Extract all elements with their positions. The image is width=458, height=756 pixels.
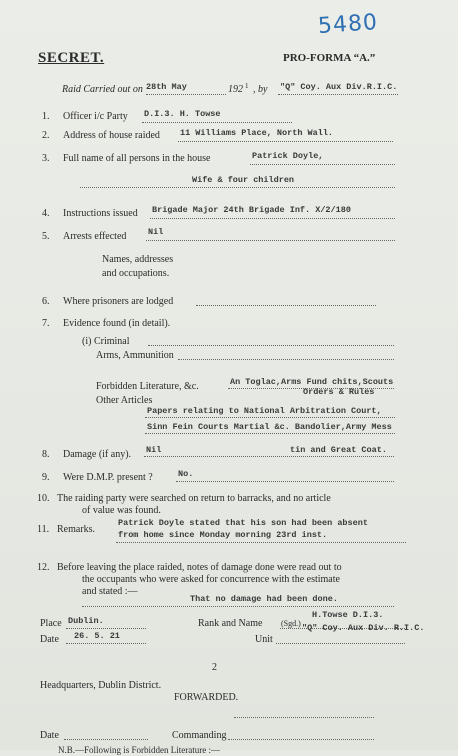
other-value: Papers relating to National Arbitration Court, — [147, 406, 382, 416]
raid-unit-line — [278, 94, 398, 95]
notes-line-2: the occupants who were asked for concurrence with the estimate — [82, 574, 340, 585]
item-2-number: 2. — [42, 130, 50, 141]
notes-line — [82, 606, 394, 607]
item-11-number: 11. — [37, 524, 50, 535]
item-7-number: 7. — [42, 318, 50, 329]
remarks-line — [116, 542, 406, 543]
address-value: 11 Williams Place, North Wall. — [180, 128, 334, 138]
persons-line-2 — [80, 187, 395, 188]
arrests-sub-2: and occupations. — [102, 268, 170, 279]
address-label: Address of house raided — [63, 130, 160, 141]
remarks-label: Remarks. — [57, 524, 96, 535]
unit-line — [276, 643, 405, 644]
arrests-sub-1: Names, addresses — [102, 254, 174, 265]
raid-year-prefix: 192 — [228, 84, 243, 95]
commanding-line — [228, 739, 374, 740]
item-3-number: 3. — [42, 153, 50, 164]
officer-value: D.I.3. H. Towse — [144, 109, 221, 119]
persons-value: Patrick Doyle, — [252, 151, 324, 161]
raid-unit: "Q" Coy. Aux Div.R.I.C. — [280, 82, 398, 92]
item-1-number: 1. — [42, 111, 50, 122]
dmp-label: Were D.M.P. present ? — [63, 472, 153, 483]
notes-line-1: Before leaving the place raided, notes of damage done were read out to — [57, 562, 342, 573]
dmp-value: No. — [178, 469, 194, 479]
item-12-number: 12. — [37, 562, 50, 573]
notes-value: That no damage had been done. — [190, 594, 338, 604]
persons-line — [250, 164, 395, 165]
rank-label: Rank and Name — [198, 618, 263, 629]
evidence-other: Other Articles — [96, 395, 153, 406]
page-number: 2 — [212, 662, 217, 673]
item-9-number: 9. — [42, 472, 50, 483]
searched-line-2: of value was found. — [82, 505, 161, 516]
evidence-arms: Arms, Ammunition — [96, 350, 174, 361]
arrests-value: Nil — [148, 227, 164, 237]
raid-by: , by — [253, 84, 268, 95]
prisoners-label: Where prisoners are lodged — [63, 296, 174, 307]
rank-sgd: (Sgd.) — [281, 619, 301, 628]
prisoners-line — [196, 305, 376, 306]
item-8-number: 8. — [42, 449, 50, 460]
other-value-2: Sinn Fein Courts Martial &c. Bandolier,Army Mess — [147, 422, 392, 432]
raid-date-line — [146, 94, 226, 95]
item-5-number: 5. — [42, 231, 50, 242]
forbidden-value: An Toglac,Arms Fund chits,Scouts — [230, 377, 394, 387]
persons-label: Full name of all persons in the house — [63, 153, 211, 164]
raid-year-suffix: 1 — [245, 82, 249, 90]
forwarded-line — [234, 717, 374, 718]
item-6-number: 6. — [42, 296, 50, 307]
remarks-value-2: from home since Monday morning 23rd inst. — [118, 530, 328, 540]
searched-line-1: The raiding party were searched on return to barracks, and no article — [57, 493, 331, 504]
other-line-2 — [145, 433, 395, 434]
officer-line — [142, 122, 292, 123]
dmp-line — [176, 481, 394, 482]
evidence-label: Evidence found (in detail). — [63, 318, 171, 329]
raid-date: 28th May — [146, 82, 187, 92]
damage-line — [144, 456, 394, 457]
damage-value: Nil — [146, 445, 162, 455]
date2-line — [64, 739, 148, 740]
instructions-label: Instructions issued — [63, 208, 138, 219]
archive-number: 5480 — [317, 9, 379, 40]
arrests-label: Arrests effected — [63, 231, 127, 242]
arms-line — [178, 359, 394, 360]
other-value-3: tin and Great Coat. — [290, 445, 387, 455]
commanding-label: Commanding — [172, 730, 227, 741]
unit-label: Unit — [255, 634, 273, 645]
arrests-line — [146, 240, 395, 241]
unit-value: "Q" Coy. Aux Div. R.I.C. — [302, 623, 425, 633]
evidence-forbidden: Forbidden Literature, &c. — [96, 381, 199, 392]
instructions-line — [150, 218, 395, 219]
address-line — [178, 141, 393, 142]
secret-heading: SECRET. — [38, 50, 105, 66]
proforma-heading: PRO-FORMA “A.” — [283, 52, 376, 64]
place-label: Place — [40, 618, 62, 629]
date-label: Date — [40, 634, 59, 645]
other-line — [145, 417, 395, 418]
date2-label: Date — [40, 730, 59, 741]
instructions-value: Brigade Major 24th Brigade Inf. X/2/180 — [152, 205, 351, 215]
raid-label: Raid Carried out on — [62, 84, 143, 95]
remarks-value: Patrick Doyle stated that his son had been absent — [118, 518, 368, 528]
forbidden-value-2: Orders & Rules — [303, 387, 375, 397]
evidence-criminal: (i) Criminal — [82, 336, 130, 347]
persons-value-2: Wife & four children — [192, 175, 295, 185]
date-line — [66, 643, 146, 644]
hq-label: Headquarters, Dublin District. — [40, 680, 162, 691]
place-line — [66, 628, 146, 629]
notes-line-3: and stated :— — [82, 586, 138, 597]
item-10-number: 10. — [37, 493, 50, 504]
forwarded-label: FORWARDED. — [174, 692, 239, 703]
place-value: Dublin. — [68, 616, 104, 626]
damage-label: Damage (if any). — [63, 449, 132, 460]
cut-off-note: N.B.—Following is Forbidden Literature :— — [58, 745, 220, 755]
date-value: 26. 5. 21 — [74, 631, 120, 641]
criminal-line — [148, 345, 394, 346]
item-4-number: 4. — [42, 208, 50, 219]
rank-value: H.Towse D.I.3. — [312, 610, 384, 620]
officer-label: Officer i/c Party — [63, 111, 128, 122]
